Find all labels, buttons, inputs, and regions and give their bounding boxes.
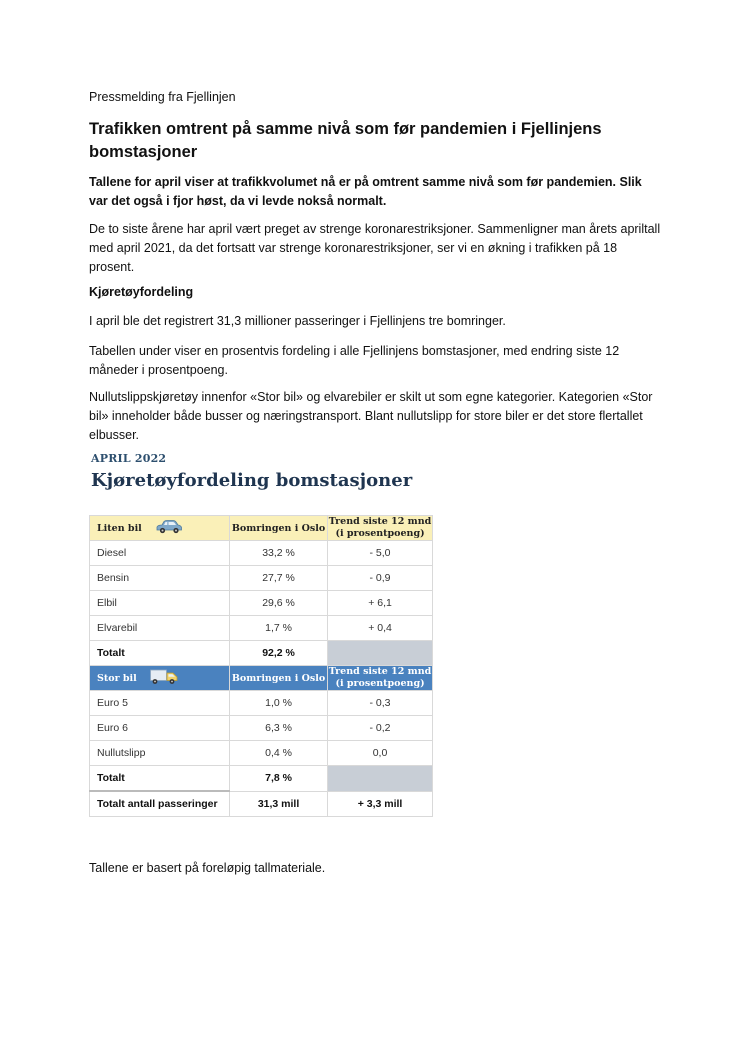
small-col-trend bbox=[328, 516, 433, 541]
small-trend-line2: (i prosentpoeng) bbox=[335, 528, 425, 539]
paragraph-3: Tabellen under viser en prosentvis fordeling i alle Fjellinjens bomstasjoner, med endring siste 12 måneder i prosentpoeng. bbox=[89, 344, 620, 377]
large-vehicle-header-row bbox=[90, 666, 433, 691]
row-share: 6,3 % bbox=[230, 716, 328, 741]
row-share: 1,7 % bbox=[230, 616, 328, 641]
table-row bbox=[90, 616, 433, 641]
row-share: 1,0 % bbox=[230, 691, 328, 716]
row-trend: 0,0 bbox=[328, 741, 433, 766]
table-row bbox=[90, 541, 433, 566]
row-trend: + 0,4 bbox=[328, 616, 433, 641]
table-row bbox=[90, 566, 433, 591]
small-vehicle-header-row bbox=[90, 516, 433, 541]
row-label: Nullutslipp bbox=[90, 741, 230, 766]
grand-total-value: 31,3 mill bbox=[230, 791, 328, 817]
total-empty-cell bbox=[328, 641, 433, 666]
total-value: 7,8 % bbox=[230, 766, 328, 792]
table-row bbox=[90, 691, 433, 716]
small-vehicle-label: Liten bil bbox=[97, 522, 142, 534]
paragraph-1: De to siste årene har april vært preget av strenge koronarestriksjoner. Sammenligner man årets apriltall med april 2021, da det fortsatt var strenge koronarestriksjoner, ser vi en økning i trafikken på 18 prosent. bbox=[89, 222, 661, 274]
row-trend: - 0,9 bbox=[328, 566, 433, 591]
total-label: Totalt bbox=[90, 641, 230, 666]
large-col-trend bbox=[328, 666, 433, 691]
total-value: 92,2 % bbox=[230, 641, 328, 666]
grand-total-row bbox=[90, 791, 433, 817]
total-label: Totalt bbox=[90, 766, 230, 792]
car-icon bbox=[154, 519, 184, 538]
row-trend: - 5,0 bbox=[328, 541, 433, 566]
row-label: Elbil bbox=[90, 591, 230, 616]
row-label: Euro 6 bbox=[90, 716, 230, 741]
footer-note: Tallene er basert på foreløpig tallmateriale. bbox=[89, 861, 326, 875]
table-row bbox=[90, 716, 433, 741]
large-trend-line1: Trend siste 12 mnd bbox=[328, 666, 432, 677]
large-total-row bbox=[90, 766, 433, 792]
row-share: 27,7 % bbox=[230, 566, 328, 591]
large-vehicle-label: Stor bil bbox=[97, 672, 137, 684]
figure-title: Kjøretøyfordeling bomstasjoner bbox=[91, 470, 413, 491]
row-trend: - 0,3 bbox=[328, 691, 433, 716]
row-label: Bensin bbox=[90, 566, 230, 591]
table-row bbox=[90, 741, 433, 766]
large-trend-line2: (i prosentpoeng) bbox=[335, 678, 425, 689]
paragraph-2: I april ble det registrert 31,3 millioner passeringer i Fjellinjens tre bomringer. bbox=[89, 314, 506, 328]
section-heading: Kjøretøyfordeling bbox=[89, 285, 194, 299]
row-share: 29,6 % bbox=[230, 591, 328, 616]
row-label: Euro 5 bbox=[90, 691, 230, 716]
grand-total-trend: + 3,3 mill bbox=[328, 791, 433, 817]
small-col-oslo: Bomringen i Oslo bbox=[230, 516, 328, 541]
grand-total-label: Totalt antall passeringer bbox=[90, 791, 230, 817]
total-empty-cell bbox=[328, 766, 433, 792]
row-trend: - 0,2 bbox=[328, 716, 433, 741]
truck-icon bbox=[149, 668, 179, 689]
figure-kicker: APRIL 2022 bbox=[91, 452, 167, 465]
paragraph-4: Nullutslippskjøretøy innenfor «Stor bil» og elvarebiler er skilt ut som egne kategorier. Kategorien «Stor bil» inneholder både busser og næringstransport. Blant nullutslipp for store biler er det store flertallet elbusser. bbox=[89, 390, 653, 442]
press-lead: Tallene for april viser at trafikkvolumet nå er på omtrent samme nivå som før pandemien. Slik var det også i fjor høst, da vi levde nokså normalt. bbox=[89, 175, 642, 208]
small-total-row bbox=[90, 641, 433, 666]
row-share: 0,4 % bbox=[230, 741, 328, 766]
press-title: Trafikken omtrent på samme nivå som før pandemien i Fjellinjens bomstasjoner bbox=[89, 120, 602, 161]
row-label: Diesel bbox=[90, 541, 230, 566]
large-col-oslo: Bomringen i Oslo bbox=[230, 666, 328, 691]
vehicle-distribution-table bbox=[89, 515, 433, 817]
small-trend-line1: Trend siste 12 mnd bbox=[328, 516, 432, 527]
press-kicker: Pressmelding fra Fjellinjen bbox=[89, 90, 236, 104]
row-share: 33,2 % bbox=[230, 541, 328, 566]
row-trend: + 6,1 bbox=[328, 591, 433, 616]
table-row bbox=[90, 591, 433, 616]
row-label: Elvarebil bbox=[90, 616, 230, 641]
